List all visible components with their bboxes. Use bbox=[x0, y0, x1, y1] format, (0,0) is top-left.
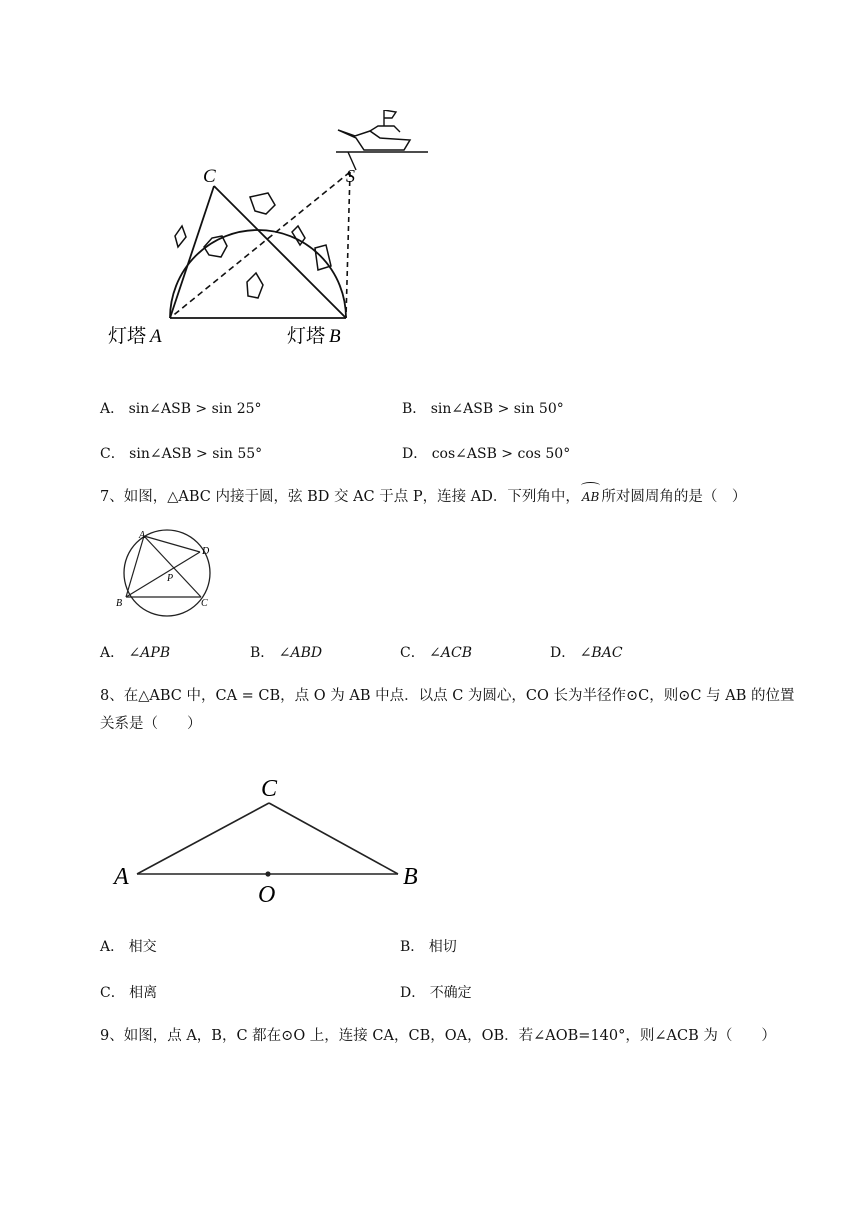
option-text: 不确定 bbox=[429, 985, 472, 1001]
q7-stem-part2: 所对圆周角的是（ ） bbox=[601, 489, 747, 505]
segment-ac bbox=[137, 803, 269, 874]
label-a: A bbox=[139, 530, 146, 541]
label-lighthouse-a: 灯塔 bbox=[108, 325, 147, 347]
option-letter: D． bbox=[402, 446, 428, 462]
q8-stem-line2: 关系是（ ） bbox=[100, 716, 202, 732]
point-o bbox=[265, 871, 270, 876]
option-letter: C． bbox=[400, 645, 425, 661]
q8-option-a[interactable] bbox=[100, 936, 157, 956]
option-letter: A． bbox=[100, 401, 125, 417]
q9-stem: 9、如图，点 A，B，C 都在⊙O 上，连接 CA，CB，OA，OB．若∠AOB=140°，则∠ACB 为（ ） bbox=[100, 1028, 776, 1044]
segment-cb bbox=[269, 803, 398, 874]
label-b: B bbox=[116, 598, 123, 609]
q7-option-c[interactable] bbox=[400, 642, 472, 662]
option-letter: C． bbox=[100, 985, 125, 1001]
label-c: C bbox=[203, 166, 216, 187]
q8-stem-line1: 8、在△ABC 中，CA = CB，点 O 为 AB 中点．以点 C 为圆心，CO 长为半径作⊙C，则⊙C 与 AB 的位置 bbox=[100, 688, 795, 704]
label-b: B bbox=[329, 326, 341, 347]
option-text: 相离 bbox=[129, 985, 158, 1001]
q6-option-c[interactable] bbox=[100, 443, 262, 463]
arc-ab: AB bbox=[580, 487, 601, 507]
label-lighthouse-b: 灯塔 bbox=[287, 325, 326, 347]
q6-option-d[interactable] bbox=[402, 443, 570, 463]
option-letter: C． bbox=[100, 446, 125, 462]
island-shape bbox=[247, 273, 263, 298]
segment-cb bbox=[214, 186, 346, 318]
q8-option-d[interactable] bbox=[400, 982, 472, 1002]
q8-triangle-figure bbox=[108, 765, 438, 905]
option-text: ∠BAC bbox=[579, 645, 623, 661]
island-shape bbox=[175, 226, 186, 247]
option-text: sin∠ASB > sin 55° bbox=[129, 446, 263, 462]
option-text: sin∠ASB > sin 25° bbox=[128, 401, 262, 417]
label-o: O bbox=[258, 882, 276, 905]
option-text: ∠APB bbox=[128, 645, 171, 661]
option-text: ∠ABD bbox=[278, 645, 323, 661]
q7-option-a[interactable] bbox=[100, 642, 170, 662]
segment-ac bbox=[144, 536, 201, 597]
label-b: B bbox=[403, 864, 418, 890]
option-text: sin∠ASB > sin 50° bbox=[430, 401, 564, 417]
ship-icon bbox=[336, 110, 428, 170]
option-text: 相切 bbox=[428, 939, 457, 955]
q8-option-c[interactable] bbox=[100, 982, 157, 1002]
option-letter: A． bbox=[100, 645, 125, 661]
option-letter: D． bbox=[400, 985, 426, 1001]
lighthouse-figure bbox=[100, 110, 440, 360]
label-p: P bbox=[167, 573, 174, 584]
label-a: A bbox=[150, 326, 162, 347]
q6-option-b[interactable] bbox=[402, 398, 564, 418]
option-letter: A． bbox=[100, 939, 125, 955]
label-c: C bbox=[261, 776, 278, 802]
option-letter: B． bbox=[402, 401, 427, 417]
label-s: S bbox=[346, 166, 355, 186]
q8-option-b[interactable] bbox=[400, 936, 457, 956]
label-d: D bbox=[202, 546, 210, 557]
option-letter: B． bbox=[250, 645, 275, 661]
q7-stem-part1: 7、如图，△ABC 内接于圆，弦 BD 交 AC 于点 P，连接 AD．下列角中， bbox=[100, 489, 580, 505]
option-letter: B． bbox=[400, 939, 425, 955]
dashed-sb bbox=[346, 172, 350, 318]
label-c: C bbox=[201, 598, 208, 609]
q6-option-a[interactable] bbox=[100, 398, 262, 418]
q7-option-d[interactable] bbox=[550, 642, 623, 662]
option-text: cos∠ASB > cos 50° bbox=[431, 446, 571, 462]
option-letter: D． bbox=[550, 645, 576, 661]
semicircle-arc bbox=[170, 230, 346, 318]
q7-circle-figure bbox=[110, 525, 220, 620]
q7-option-b[interactable] bbox=[250, 642, 322, 662]
island-shape bbox=[250, 193, 275, 214]
option-text: ∠ACB bbox=[429, 645, 473, 661]
option-text: 相交 bbox=[128, 939, 157, 955]
label-a: A bbox=[114, 864, 129, 890]
q7-stem bbox=[100, 487, 746, 507]
